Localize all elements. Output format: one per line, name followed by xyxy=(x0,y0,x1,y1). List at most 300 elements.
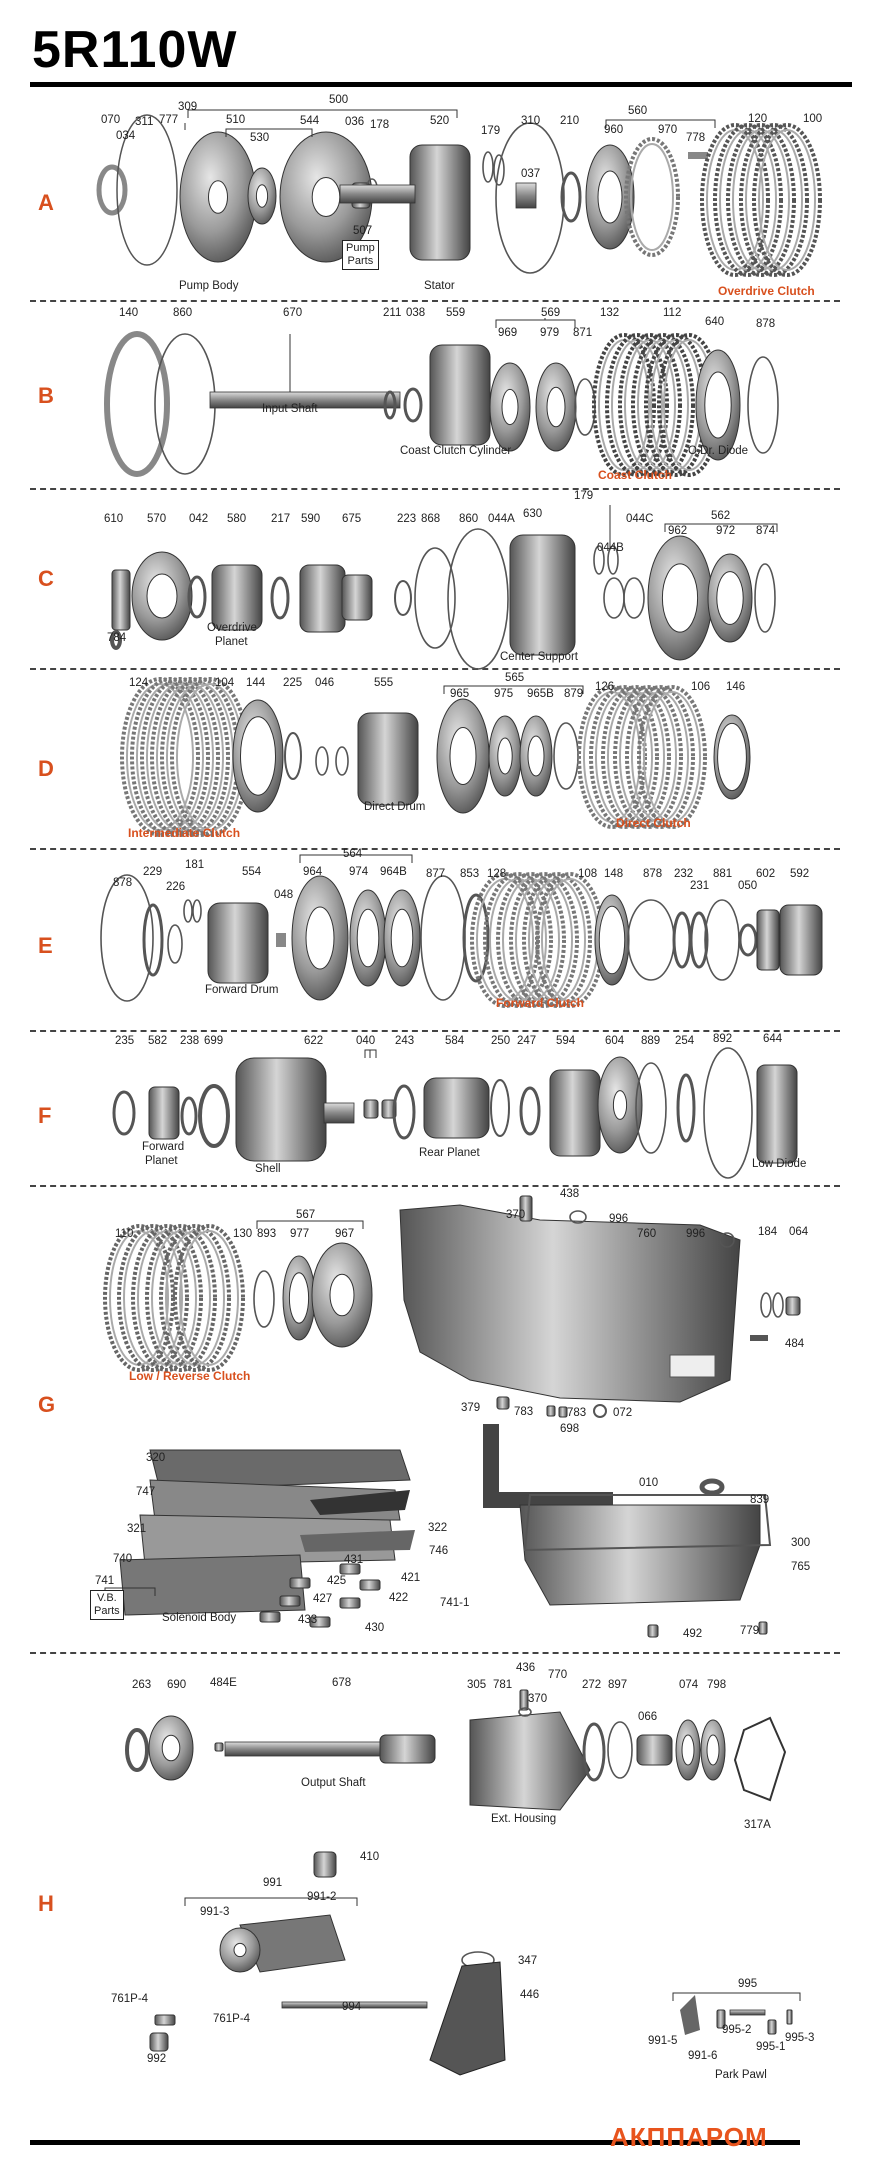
drum-part xyxy=(236,1058,326,1161)
part-label: 690 xyxy=(167,1679,187,1691)
drum-part xyxy=(497,1397,509,1409)
disk-hole xyxy=(718,723,747,790)
vb-parts-box xyxy=(90,1590,124,1620)
ring-part xyxy=(594,1405,606,1417)
shaft-part xyxy=(324,1103,354,1123)
group-bracket xyxy=(370,1050,376,1058)
drum-part xyxy=(360,1580,380,1590)
ring-part xyxy=(394,1086,414,1138)
part-label: 510 xyxy=(226,114,246,126)
part-label: 779 xyxy=(740,1625,760,1637)
part-label: 124 xyxy=(129,677,149,689)
bolt-part xyxy=(276,933,286,947)
part-label: 130 xyxy=(233,1228,253,1240)
drum-part xyxy=(150,2033,168,2051)
part-label: 226 xyxy=(166,881,186,893)
drum-part xyxy=(300,565,345,632)
part-label: 995-1 xyxy=(756,2041,786,2053)
part-caption: Center Support xyxy=(500,651,578,663)
ring-part xyxy=(554,723,578,789)
part-label: 438 xyxy=(560,1188,580,1200)
drum-part xyxy=(112,570,130,630)
shaft-part xyxy=(516,183,536,208)
drum-part xyxy=(510,535,575,655)
disk-hole xyxy=(306,907,334,969)
part-label: 106 xyxy=(691,681,711,693)
part-label: 317A xyxy=(744,1819,771,1831)
part-label: 584 xyxy=(445,1035,465,1047)
shaft-part xyxy=(340,185,415,203)
orange-caption: Overdrive Clutch xyxy=(718,284,815,298)
section-letter-c: C xyxy=(38,566,54,591)
part-label: 965B xyxy=(527,688,554,700)
part-label: 860 xyxy=(173,307,193,319)
ring-part xyxy=(521,1088,539,1134)
disk-hole xyxy=(289,1273,308,1323)
part-label: 238 xyxy=(180,1035,200,1047)
part-label: 967 xyxy=(335,1228,355,1240)
part-label: 421 xyxy=(401,1572,421,1584)
part-label: 975 xyxy=(494,688,514,700)
ring-part xyxy=(705,900,739,980)
part-label: 560 xyxy=(628,105,648,117)
part-label: 320 xyxy=(146,1452,166,1464)
drum-part xyxy=(547,1406,555,1416)
section-letter-b: B xyxy=(38,383,54,408)
part-label: 897 xyxy=(608,1679,628,1691)
part-label: 991-5 xyxy=(648,2035,678,2047)
section-letter-h: H xyxy=(38,1891,54,1916)
disk-hole xyxy=(391,909,413,967)
drum-part xyxy=(340,1598,360,1608)
part-label: 309 xyxy=(178,101,198,113)
part-label: 140 xyxy=(119,307,139,319)
box-caption: V.B. Parts xyxy=(94,1592,120,1617)
drum-part xyxy=(380,1735,435,1763)
ring-part xyxy=(748,357,778,453)
part-label: 100 xyxy=(803,113,823,125)
part-label: 741-1 xyxy=(440,1597,470,1609)
part-label: 881 xyxy=(713,868,733,880)
part-label: 311 xyxy=(135,116,154,128)
disk-hole xyxy=(312,178,340,217)
ring-part xyxy=(182,1098,196,1134)
part-label: 178 xyxy=(370,119,390,131)
orange-caption: Low / Reverse Clutch xyxy=(129,1369,251,1383)
section-letter-d: D xyxy=(38,756,54,781)
part-label: 580 xyxy=(227,513,247,525)
ring-part xyxy=(628,900,674,980)
part-label: 126 xyxy=(595,681,615,693)
ring-part xyxy=(405,389,421,421)
part-label: 892 xyxy=(713,1033,733,1045)
disk-hole xyxy=(662,564,697,632)
part-label: 044A xyxy=(488,513,515,525)
part-caption: Output Shaft xyxy=(301,1777,366,1789)
part-label: 492 xyxy=(683,1628,703,1640)
ring-part xyxy=(678,1075,694,1141)
drum-part xyxy=(757,910,779,970)
part-label: 565 xyxy=(505,672,525,684)
part-label: 229 xyxy=(143,866,163,878)
part-label: 370 xyxy=(506,1209,526,1221)
disk-hole xyxy=(357,909,379,967)
clutch-plate-inner xyxy=(631,144,673,250)
section-letter-a: A xyxy=(38,190,54,215)
ring-part xyxy=(254,1271,274,1327)
part-label: 104 xyxy=(215,677,235,689)
drum-part xyxy=(342,575,372,620)
part-label: 038 xyxy=(406,307,426,319)
ring-part xyxy=(624,578,644,618)
part-label: 217 xyxy=(271,513,291,525)
ring-part xyxy=(702,1481,722,1493)
orange-caption: Direct Clutch xyxy=(616,816,691,830)
part-label: 072 xyxy=(613,1407,633,1419)
drum-part xyxy=(759,1622,767,1634)
disk-hole xyxy=(450,728,476,785)
ring-part xyxy=(761,1293,771,1317)
part-caption: Shell xyxy=(255,1163,281,1175)
drum-part xyxy=(780,905,822,975)
ring-part xyxy=(114,1092,134,1134)
clutch-plate xyxy=(728,125,794,275)
part-label: 321 xyxy=(127,1523,147,1535)
part-label: 670 xyxy=(283,307,303,319)
part-label: 064 xyxy=(789,1226,809,1238)
part-label: 698 xyxy=(560,1423,580,1435)
ring-part xyxy=(415,548,455,648)
part-label: 520 xyxy=(430,115,450,127)
disk-hole xyxy=(330,1274,354,1316)
part-label: 225 xyxy=(283,677,303,689)
part-label: 305 xyxy=(467,1679,487,1691)
case-label-plate xyxy=(670,1355,715,1377)
part-label: 878 xyxy=(756,318,776,330)
part-label: 425 xyxy=(327,1575,347,1587)
ring-part xyxy=(584,1724,604,1780)
part-label: 622 xyxy=(304,1035,324,1047)
part-label: 036 xyxy=(345,116,365,128)
part-label: 741 xyxy=(95,1575,115,1587)
part-caption: Rear Planet xyxy=(419,1147,480,1159)
part-label: 877 xyxy=(426,868,446,880)
part-label: 699 xyxy=(204,1035,224,1047)
disk-hole xyxy=(241,717,276,795)
ring-part xyxy=(316,747,328,775)
ring-part xyxy=(168,925,182,963)
part-label: 074 xyxy=(679,1679,699,1691)
part-label: 243 xyxy=(395,1035,415,1047)
disk-hole xyxy=(256,185,267,207)
drum-part xyxy=(364,1100,378,1118)
ring-part xyxy=(336,747,348,775)
section-letter-g: G xyxy=(38,1392,56,1417)
drum-part xyxy=(260,1612,280,1622)
part-caption: Stator xyxy=(424,280,455,292)
disk-hole xyxy=(717,572,743,625)
part-label: 996 xyxy=(609,1213,629,1225)
disk-hole xyxy=(162,1735,180,1761)
part-label: 965 xyxy=(450,688,470,700)
ring-part xyxy=(127,1730,147,1770)
part-label: 272 xyxy=(582,1679,602,1691)
part-label: 042 xyxy=(189,513,209,525)
solenoid-body xyxy=(120,1555,305,1615)
drum-part xyxy=(208,903,268,983)
part-label: 223 xyxy=(397,513,417,525)
ring-part xyxy=(674,913,690,967)
part-label: 991-2 xyxy=(307,1891,337,1903)
ring-part xyxy=(285,733,301,779)
part-label: 992 xyxy=(147,2053,167,2065)
part-label: 179 xyxy=(574,490,594,502)
part-caption: Ext. Housing xyxy=(491,1813,557,1825)
drum-part xyxy=(757,1065,797,1163)
part-label: 410 xyxy=(360,1851,380,1863)
part-label: 979 xyxy=(540,327,560,339)
part-label: 562 xyxy=(711,510,731,522)
part-label: 148 xyxy=(604,868,624,880)
part-label: 211 xyxy=(383,307,402,319)
part-caption: Pump Body xyxy=(179,280,239,292)
part-label: 996 xyxy=(686,1228,706,1240)
part-label: 839 xyxy=(750,1494,770,1506)
ring-part xyxy=(272,578,288,618)
part-label: 610 xyxy=(104,513,124,525)
ring-part xyxy=(604,578,624,618)
part-label: 594 xyxy=(556,1035,576,1047)
drum-part xyxy=(215,1743,223,1751)
disk-hole xyxy=(209,181,228,214)
drum-part xyxy=(314,1852,336,1877)
clutch-plate xyxy=(511,874,577,1006)
part-label: 263 xyxy=(132,1679,152,1691)
part-caption: Coast Clutch Cylinder xyxy=(400,445,512,457)
part-label: 974 xyxy=(349,866,369,878)
part-label: 554 xyxy=(242,866,262,878)
part-label: 379 xyxy=(461,1402,481,1414)
part-label: 747 xyxy=(136,1486,156,1498)
part-label: 853 xyxy=(460,868,480,880)
ring-part xyxy=(483,152,493,182)
part-label: 110 xyxy=(115,1228,134,1240)
part-label: 500 xyxy=(329,94,349,106)
ring-part xyxy=(395,581,411,615)
part-label: 146 xyxy=(726,681,746,693)
drum-part xyxy=(212,565,262,630)
part-label: 046 xyxy=(315,677,335,689)
part-label: 446 xyxy=(520,1989,540,2001)
part-label: 977 xyxy=(290,1228,310,1240)
part-label: 422 xyxy=(389,1592,409,1604)
part-label: 347 xyxy=(518,1955,538,1967)
ring-part xyxy=(421,876,465,1000)
part-caption: Park Pawl xyxy=(715,2069,767,2081)
part-label: 300 xyxy=(791,1537,811,1549)
part-label: 590 xyxy=(301,513,321,525)
part-label: 602 xyxy=(756,868,776,880)
part-label: 433 xyxy=(298,1614,318,1626)
drum-part xyxy=(149,1087,179,1139)
part-label: 250 xyxy=(491,1035,511,1047)
clutch-plate xyxy=(498,874,564,1006)
part-label: 564 xyxy=(343,848,363,860)
part-label: 964 xyxy=(303,866,323,878)
part-label: 044C xyxy=(626,513,654,525)
ring-part xyxy=(200,1086,228,1146)
drum-part xyxy=(787,2010,792,2024)
part-label: 066 xyxy=(638,1711,658,1723)
part-label: 970 xyxy=(658,124,678,136)
part-label: 760 xyxy=(637,1228,657,1240)
part-caption: Forward Drum xyxy=(205,984,279,996)
part-caption: Overdrive xyxy=(207,622,257,634)
part-label: 322 xyxy=(428,1522,448,1534)
part-label: 746 xyxy=(429,1545,449,1557)
part-label: 184 xyxy=(758,1226,778,1238)
part-label: 048 xyxy=(274,889,294,901)
part-label: 765 xyxy=(791,1561,811,1573)
drum-part xyxy=(768,2020,776,2034)
disk-hole xyxy=(147,574,177,618)
part-label: 132 xyxy=(600,307,620,319)
pump-parts-box xyxy=(342,240,379,270)
part-label: 232 xyxy=(674,868,694,880)
disk-hole xyxy=(234,1943,246,1956)
part-label: 128 xyxy=(487,868,507,880)
part-label: 994 xyxy=(342,2001,362,2013)
drum-part xyxy=(648,1625,658,1637)
part-caption: Low Diode xyxy=(752,1158,807,1170)
ring-part xyxy=(608,1722,632,1778)
part-label: 310 xyxy=(521,115,541,127)
section-letter-f: F xyxy=(38,1103,52,1128)
ring-part xyxy=(99,167,125,213)
part-caption: Forward xyxy=(142,1141,185,1153)
part-label: 530 xyxy=(250,132,270,144)
part-label: 010 xyxy=(639,1477,659,1489)
drum-part xyxy=(424,1078,489,1138)
part-label: 630 xyxy=(523,508,543,520)
part-label: 120 xyxy=(748,113,768,125)
part-label: 034 xyxy=(116,130,136,142)
part-label: 235 xyxy=(115,1035,135,1047)
part-label: 777 xyxy=(159,114,179,126)
ext-housing xyxy=(470,1712,590,1810)
part-label: 995 xyxy=(738,1978,758,1990)
ring-part xyxy=(575,379,595,435)
part-label: 040 xyxy=(356,1035,376,1047)
part-label: 567 xyxy=(296,1209,316,1221)
disk-hole xyxy=(705,372,731,438)
part-label: 436 xyxy=(516,1662,536,1674)
part-label: 050 xyxy=(738,880,758,892)
part-caption: Input Shaft xyxy=(262,403,318,415)
disk-hole xyxy=(598,171,622,223)
part-label: 995-2 xyxy=(722,2024,752,2036)
part-label: 570 xyxy=(147,513,167,525)
drum-part xyxy=(280,1596,300,1606)
part-label: 254 xyxy=(675,1035,695,1047)
wiring-harness xyxy=(430,1962,505,2075)
oil-pan xyxy=(520,1505,760,1605)
orange-caption: Intermediate Clutch xyxy=(128,826,241,840)
part-label: 991-3 xyxy=(200,1906,230,1918)
part-label: 964B xyxy=(380,866,407,878)
part-label: 231 xyxy=(690,880,710,892)
part-label: 181 xyxy=(185,859,205,871)
disk-hole xyxy=(498,738,512,774)
part-label: 783 xyxy=(514,1406,534,1418)
part-label: 427 xyxy=(313,1593,333,1605)
disk-hole xyxy=(682,1735,694,1765)
park-pawl-part xyxy=(680,1995,700,2035)
disk-hole xyxy=(502,389,518,424)
part-label: 070 xyxy=(101,114,121,126)
part-label: 860 xyxy=(459,513,479,525)
ring-part xyxy=(755,564,775,632)
diagram-title: 5R110W xyxy=(32,21,238,79)
part-label: 604 xyxy=(605,1035,625,1047)
part-label: 179 xyxy=(481,125,501,137)
part-label: 761P-4 xyxy=(213,2013,251,2025)
part-label: 037 xyxy=(521,168,541,180)
part-label: 972 xyxy=(716,525,736,537)
gasket-317a xyxy=(735,1718,785,1800)
part-label: 878 xyxy=(643,868,663,880)
part-label: 889 xyxy=(641,1035,661,1047)
part-label: 484 xyxy=(785,1338,805,1350)
part-label: 544 xyxy=(300,115,320,127)
part-label: 484E xyxy=(210,1677,237,1689)
part-label: 995-3 xyxy=(785,2032,815,2044)
part-label: 770 xyxy=(548,1669,568,1681)
drum-part xyxy=(290,1578,310,1588)
drum-part xyxy=(430,345,490,445)
part-label: 893 xyxy=(257,1228,277,1240)
part-label: 108 xyxy=(578,868,598,880)
part-label: 878 xyxy=(113,877,133,889)
part-label: 783 xyxy=(567,1407,587,1419)
part-label: 960 xyxy=(604,124,624,136)
part-caption: Solenoid Body xyxy=(162,1612,237,1624)
ring-part xyxy=(704,1048,752,1178)
bracket-part xyxy=(750,1335,768,1341)
part-label: 555 xyxy=(374,677,394,689)
part-label: 569 xyxy=(541,307,561,319)
disk-hole xyxy=(547,387,565,427)
drum-part xyxy=(637,1735,672,1765)
section-letter-e: E xyxy=(38,933,53,958)
disk-hole xyxy=(599,906,625,974)
part-label: 991 xyxy=(263,1877,283,1889)
drum-part xyxy=(155,2015,175,2025)
part-label: 761P-4 xyxy=(111,1993,149,2005)
disk-hole xyxy=(613,1091,626,1120)
part-label: 879 xyxy=(564,688,584,700)
part-label: 640 xyxy=(705,316,725,328)
box-caption: Pump Parts xyxy=(346,242,375,267)
part-label: 991-6 xyxy=(688,2050,718,2062)
ring-part xyxy=(193,900,201,922)
part-label: 868 xyxy=(421,513,441,525)
part-caption: Direct Drum xyxy=(364,801,426,813)
ring-part xyxy=(740,925,756,955)
ring-part xyxy=(107,334,167,474)
part-label: 798 xyxy=(707,1679,727,1691)
part-label: 370 xyxy=(528,1693,548,1705)
